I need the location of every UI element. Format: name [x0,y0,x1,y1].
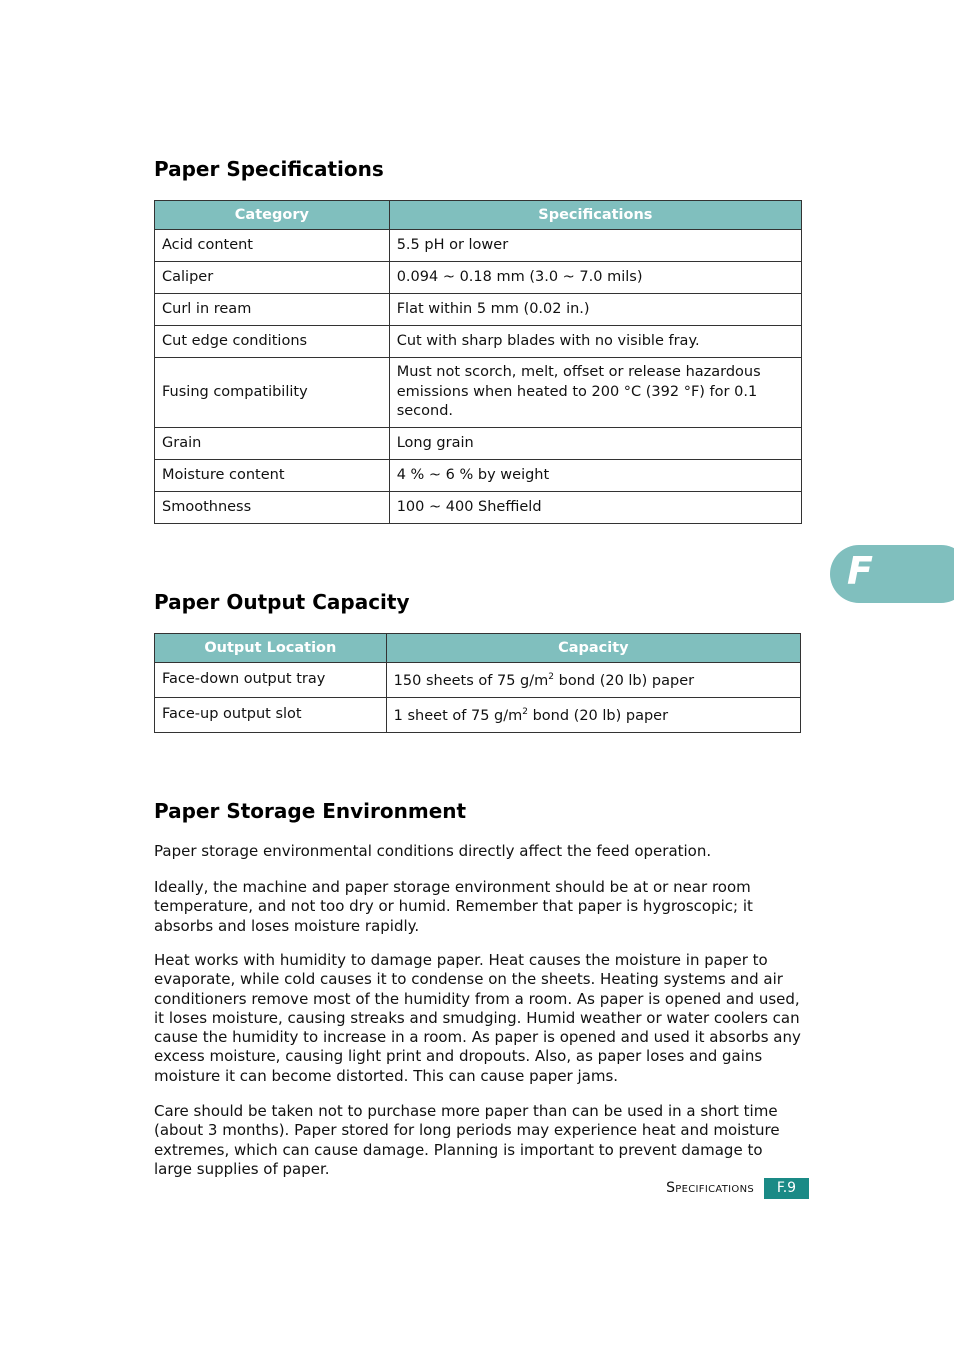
cell-specification: 0.094 ~ 0.18 mm (3.0 ~ 7.0 mils) [389,262,801,294]
table-header-row [155,201,802,230]
cell-specification: Cut with sharp blades with no visible fray. [389,326,801,358]
capacity-text: bond (20 lb) paper [554,673,695,690]
cell-specification: Flat within 5 mm (0.02 in.) [389,294,801,326]
cell-specification: 100 ~ 400 Sheffield [389,492,801,524]
section-title-paper-storage-environment: Paper Storage Environment [154,799,467,823]
cell-specification: 4 % ~ 6 % by weight [389,460,801,492]
cell-capacity [386,698,800,733]
cell-specification: Long grain [389,428,801,460]
body-paragraph: Paper storage environmental conditions directly affect the feed operation. [154,842,712,860]
chapter-tab [830,545,954,603]
body-paragraph: Ideally, the machine and paper storage environment should be at or near room temperature, and not too dry or humid. Remember that paper is hygroscopic; it absorbs and loses moisture rapidly. [154,878,753,935]
cell-category: Acid content [155,230,390,262]
table-row [155,230,802,262]
table-header-row [155,634,801,663]
table-row [155,326,802,358]
cell-category: Cut edge conditions [155,326,390,358]
table-row [155,492,802,524]
table-row [155,262,802,294]
capacity-text: 1 sheet of 75 g/m [393,708,523,725]
cell-specification: 5.5 pH or lower [389,230,801,262]
cell-capacity [386,663,800,698]
chapter-letter: F [847,549,873,593]
column-header-specifications: Specifications [389,201,801,230]
superscript: 2 [522,707,528,718]
column-header-capacity: Capacity [386,634,800,663]
page-number-badge: F.9 [764,1178,809,1199]
table-row [155,428,802,460]
cell-category: Fusing compatibility [155,358,390,428]
capacity-text: 150 sheets of 75 g/m [393,673,549,690]
cell-output-location: Face-up output slot [155,698,387,733]
cell-category: Curl in ream [155,294,390,326]
body-paragraph: Heat works with humidity to damage paper. Heat causes the moisture in paper to evaporate, while cold causes it to condense on the sheets. Heating systems and air conditioners remove most of the humidity from a room. As paper is opened and used, it loses moisture, causing streaks and smudging. Humid weather or water coolers can cause the humidity to increase in a room. As paper is opened and used it absorbs any excess moisture, causing light print and dropouts. Also, as paper loses and gains moisture it can become distorted. This can cause paper jams. [154,951,801,1085]
paper-specifications-table [154,200,802,524]
section-title-paper-output-capacity: Paper Output Capacity [154,590,410,614]
table-row [155,698,801,733]
table-row [155,358,802,428]
table-row [155,663,801,698]
table-row [155,294,802,326]
footer-section-text: Specifications [666,1180,754,1196]
cell-specification: Must not scorch, melt, offset or release hazardous emissions when heated to 200 °C (392 °F) for 0.1 second. [389,358,801,428]
cell-output-location: Face-down output tray [155,663,387,698]
column-header-category: Category [155,201,390,230]
capacity-text: bond (20 lb) paper [527,708,669,725]
cell-category: Grain [155,428,390,460]
paper-output-capacity-table [154,633,801,733]
cell-category: Caliper [155,262,390,294]
body-paragraph: Care should be taken not to purchase more paper than can be used in a short time (about 3 months). Paper stored for long periods may experience heat and moisture extremes, which can cause damage. Planning is important to prevent damage to large supplies of paper. [154,1102,780,1178]
cell-category: Smoothness [155,492,390,524]
cell-category: Moisture content [155,460,390,492]
section-title-paper-specifications: Paper Specifications [154,157,384,181]
footer-section-label [666,1180,754,1196]
table-row [155,460,802,492]
superscript: 2 [548,672,554,683]
column-header-output-location: Output Location [155,634,387,663]
